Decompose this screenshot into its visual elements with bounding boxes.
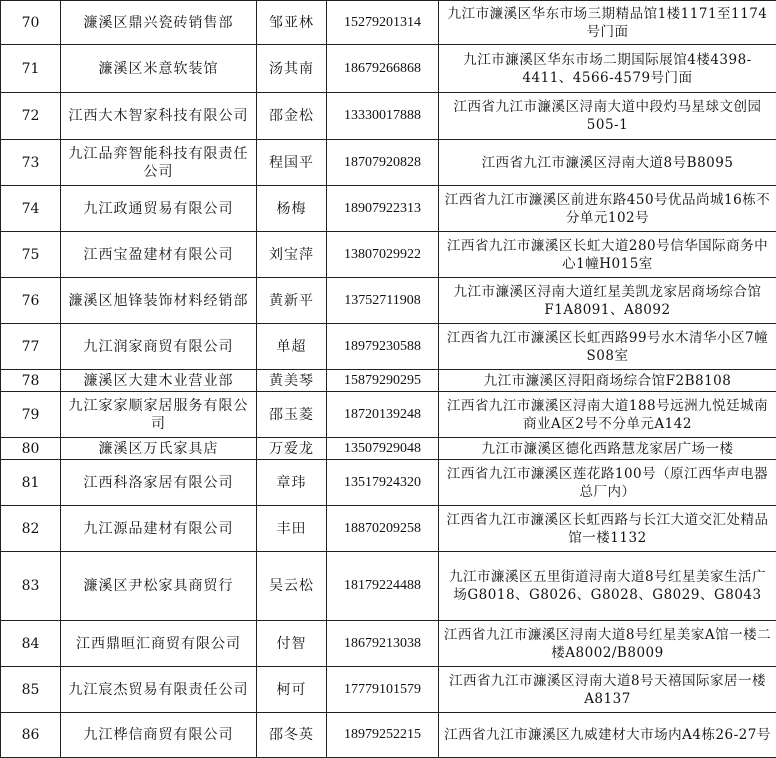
company-name: 九江家家顺家居服务有限公司 xyxy=(61,392,257,438)
table-row xyxy=(1,232,776,278)
row-number: 75 xyxy=(1,232,61,278)
phone-number: 13807029922 xyxy=(327,232,439,278)
table-row xyxy=(1,324,776,370)
row-number: 71 xyxy=(1,45,61,93)
contact-person: 邵玉菱 xyxy=(257,392,327,438)
company-name: 九江宸杰贸易有限责任公司 xyxy=(61,667,257,713)
phone-number: 18720139248 xyxy=(327,392,439,438)
company-name: 濂溪区尹松家具商贸行 xyxy=(61,552,257,621)
row-number: 78 xyxy=(1,370,61,392)
address: 九江市濂溪区德化西路慧龙家居广场一楼 xyxy=(439,438,776,460)
phone-number: 13330017888 xyxy=(327,93,439,140)
address: 江西省九江市濂溪区浔南大道188号远洲九悦廷城南商业A区2号不分单元A142 xyxy=(439,392,776,438)
row-number: 86 xyxy=(1,713,61,758)
phone-number: 13517924320 xyxy=(327,460,439,506)
table-row xyxy=(1,552,776,621)
contact-person: 章玮 xyxy=(257,460,327,506)
contact-person: 邹亚林 xyxy=(257,1,327,45)
phone-number: 18679266868 xyxy=(327,45,439,93)
table-row xyxy=(1,370,776,392)
row-number: 84 xyxy=(1,621,61,667)
address: 江西省九江市濂溪区长虹大道280号信华国际商务中心1幢H015室 xyxy=(439,232,776,278)
row-number: 83 xyxy=(1,552,61,621)
row-number: 74 xyxy=(1,186,61,232)
row-number: 76 xyxy=(1,278,61,324)
contact-person: 柯可 xyxy=(257,667,327,713)
address: 江西省九江市濂溪区浔南大道8号B8095 xyxy=(439,140,776,186)
address: 江西省九江市濂溪区浔南大道8号红星美家A馆一楼二楼A8002/B8009 xyxy=(439,621,776,667)
company-name: 九江润家商贸有限公司 xyxy=(61,324,257,370)
address: 江西省九江市濂溪区九威建材大市场内A4栋26-27号 xyxy=(439,713,776,758)
phone-number: 15279201314 xyxy=(327,1,439,45)
contact-person: 吴云松 xyxy=(257,552,327,621)
company-name: 濂溪区鼎兴瓷砖销售部 xyxy=(61,1,257,45)
company-name: 江西鼎晅汇商贸有限公司 xyxy=(61,621,257,667)
row-number: 77 xyxy=(1,324,61,370)
table-row xyxy=(1,667,776,713)
address: 江西省九江市濂溪区莲花路100号（原江西华声电器总厂内） xyxy=(439,460,776,506)
table-row xyxy=(1,506,776,552)
table-row xyxy=(1,438,776,460)
phone-number: 18679213038 xyxy=(327,621,439,667)
address: 九江市濂溪区浔南大道红星美凯龙家居商场综合馆F1A8091、A8092 xyxy=(439,278,776,324)
company-name: 江西宝盈建材有限公司 xyxy=(61,232,257,278)
row-number: 85 xyxy=(1,667,61,713)
phone-number: 18979252215 xyxy=(327,713,439,758)
table-row xyxy=(1,186,776,232)
row-number: 70 xyxy=(1,1,61,45)
row-number: 81 xyxy=(1,460,61,506)
address: 江西省九江市濂溪区长虹西路99号水木清华小区7幢S08室 xyxy=(439,324,776,370)
contact-person: 邵金松 xyxy=(257,93,327,140)
company-name: 九江政通贸易有限公司 xyxy=(61,186,257,232)
contact-person: 黄新平 xyxy=(257,278,327,324)
address: 江西省九江市濂溪区浔南大道8号天禧国际家居一楼A8137 xyxy=(439,667,776,713)
table-row xyxy=(1,93,776,140)
row-number: 82 xyxy=(1,506,61,552)
contact-person: 黄美琴 xyxy=(257,370,327,392)
contact-person: 万爱龙 xyxy=(257,438,327,460)
company-name: 濂溪区大建木业营业部 xyxy=(61,370,257,392)
company-name: 九江桦信商贸有限公司 xyxy=(61,713,257,758)
phone-number: 18907922313 xyxy=(327,186,439,232)
row-number: 73 xyxy=(1,140,61,186)
company-name: 江西科洛家居有限公司 xyxy=(61,460,257,506)
table-row xyxy=(1,1,776,45)
contact-person: 付智 xyxy=(257,621,327,667)
phone-number: 18179224488 xyxy=(327,552,439,621)
contact-person: 邵冬英 xyxy=(257,713,327,758)
address: 九江市濂溪区华东市场二期国际展馆4楼4398-4411、4566-4579号门面 xyxy=(439,45,776,93)
address: 九江市濂溪区五里街道浔南大道8号红星美家生活广场G8018、G8026、G8028、G8029、G8043 xyxy=(439,552,776,621)
phone-number: 15879290295 xyxy=(327,370,439,392)
table-row xyxy=(1,621,776,667)
address: 江西省九江市濂溪区浔南大道中段灼马星球文创园505-1 xyxy=(439,93,776,140)
phone-number: 13752711908 xyxy=(327,278,439,324)
table-row xyxy=(1,45,776,93)
company-name: 九江品弈智能科技有限责任公司 xyxy=(61,140,257,186)
company-name: 九江源品建材有限公司 xyxy=(61,506,257,552)
company-name: 江西大木智家科技有限公司 xyxy=(61,93,257,140)
phone-number: 18707920828 xyxy=(327,140,439,186)
address: 九江市濂溪区华东市场三期精品馆1楼1171至1174号门面 xyxy=(439,1,776,45)
company-name: 濂溪区米意软装馆 xyxy=(61,45,257,93)
phone-number: 13507929048 xyxy=(327,438,439,460)
table-row xyxy=(1,140,776,186)
contact-person: 刘宝萍 xyxy=(257,232,327,278)
company-name: 濂溪区旭锋装饰材料经销部 xyxy=(61,278,257,324)
row-number: 79 xyxy=(1,392,61,438)
address: 江西省九江市濂溪区长虹西路与长江大道交汇处精品馆一楼1132 xyxy=(439,506,776,552)
address: 江西省九江市濂溪区前进东路450号优品尚城16栋不分单元102号 xyxy=(439,186,776,232)
contact-person: 汤其南 xyxy=(257,45,327,93)
contact-person: 丰田 xyxy=(257,506,327,552)
row-number: 72 xyxy=(1,93,61,140)
table-row xyxy=(1,460,776,506)
table-row xyxy=(1,392,776,438)
contact-person: 单超 xyxy=(257,324,327,370)
table-row xyxy=(1,278,776,324)
table-row xyxy=(1,713,776,758)
contact-person: 程国平 xyxy=(257,140,327,186)
contact-person: 杨梅 xyxy=(257,186,327,232)
phone-number: 18979230588 xyxy=(327,324,439,370)
address: 九江市濂溪区浔阳商场综合馆F2B8108 xyxy=(439,370,776,392)
row-number: 80 xyxy=(1,438,61,460)
company-name: 濂溪区万氏家具店 xyxy=(61,438,257,460)
phone-number: 17779101579 xyxy=(327,667,439,713)
phone-number: 18870209258 xyxy=(327,506,439,552)
